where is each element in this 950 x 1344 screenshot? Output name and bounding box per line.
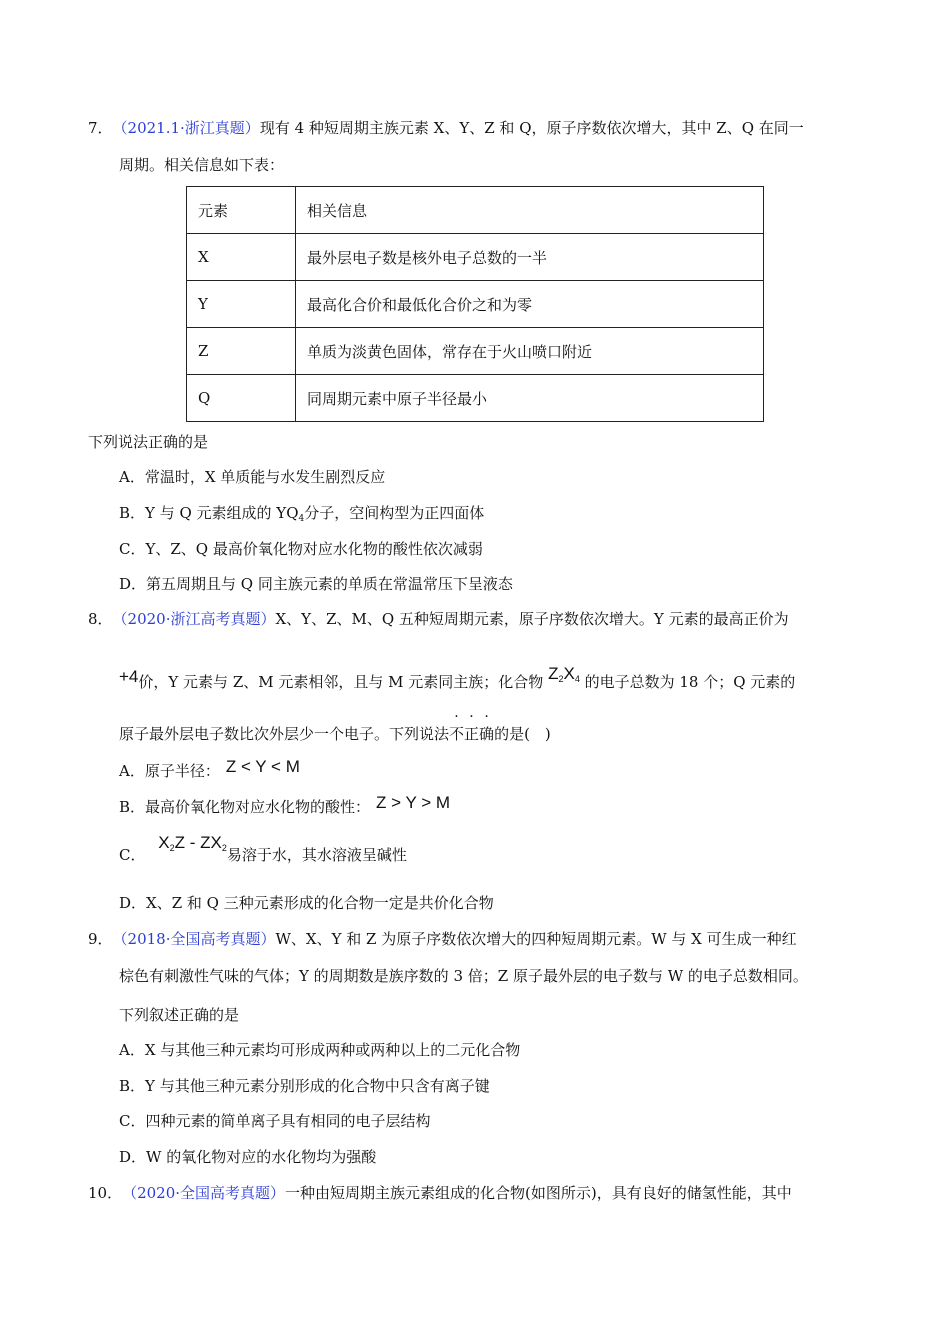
q7-option-d[interactable]: D．第五周期且与 Q 同主族元素的单质在常温常压下呈液态 bbox=[119, 575, 513, 593]
q8-stem-line1 bbox=[88, 609, 789, 629]
q8-stem-text2b: 的电子总数为 18 个；Q 元素的 bbox=[584, 673, 796, 691]
q9-option-c[interactable]: C．四种元素的简单离子具有相同的电子层结构 bbox=[119, 1112, 431, 1130]
table-cell-element: X bbox=[187, 234, 296, 281]
q8-compound-z2x4 bbox=[548, 664, 580, 683]
q8-source: （2020·浙江高考真题） bbox=[112, 610, 276, 628]
q8-option-b-formula: Z > Y > M bbox=[376, 793, 451, 812]
q10-stem-line1 bbox=[88, 1183, 792, 1203]
q8-stem-line3 bbox=[119, 724, 551, 744]
q7-stem-text1: 现有 4 种短周期主族元素 X、Y、Z 和 Q，原子序数依次增大，其中 Z、Q 在同一 bbox=[259, 119, 804, 137]
q8-c-f2sub: 2 bbox=[221, 843, 227, 853]
q8-emph-correct1: 正 bbox=[464, 725, 480, 743]
table-row bbox=[187, 281, 764, 328]
q7-ask: 下列说法正确的是 bbox=[88, 433, 209, 451]
q9-source: （2018·全国高考真题） bbox=[112, 930, 276, 948]
table-header-element: 元素 bbox=[187, 187, 296, 234]
q7-option-b[interactable] bbox=[119, 503, 484, 529]
table-header-info: 相关信息 bbox=[296, 187, 764, 234]
q10-number: 10． bbox=[88, 1184, 123, 1202]
q8-z-sub: 2 bbox=[558, 674, 564, 684]
q7-stem-line1 bbox=[88, 118, 804, 138]
q8-x-sub: 4 bbox=[574, 674, 580, 684]
q8-c-f2: Z - ZX bbox=[174, 833, 222, 852]
q8-option-b-label: B．最高价氧化物对应水化物的酸性： bbox=[119, 798, 371, 816]
table-cell-info: 最外层电子数是核外电子总数的一半 bbox=[296, 234, 764, 281]
q8-x: X bbox=[563, 664, 575, 683]
table-row bbox=[187, 328, 764, 375]
q7-info-table bbox=[186, 186, 764, 422]
q9-stem-line2: 棕色有刺激性气味的气体；Y 的周期数是族序数的 3 倍；Z 原子最外层的电子数与 W 的电子总数相同。 bbox=[119, 967, 808, 985]
table-row bbox=[187, 375, 764, 422]
q8-stem-line2 bbox=[119, 664, 796, 697]
q8-z: Z bbox=[548, 664, 559, 683]
q8-option-a[interactable] bbox=[119, 757, 300, 781]
q8-emph-correct2: 确 bbox=[479, 725, 495, 743]
table-cell-element: Q bbox=[187, 375, 296, 422]
table-row bbox=[187, 234, 764, 281]
q9-stem-text1: W、X、Y 和 Z 为原子序数依次增大的四种短周期元素。W 与 X 可生成一种红 bbox=[275, 930, 797, 948]
q8-stem-text3b: 的是( ) bbox=[494, 725, 551, 743]
table-row bbox=[187, 187, 764, 234]
q8-stem-text1: X、Y、Z、M、Q 五种短周期元素，原子序数依次增大。Y 元素的最高正价为 bbox=[275, 610, 789, 628]
table-cell-info: 同周期元素中原子半径最小 bbox=[296, 375, 764, 422]
q9-number: 9． bbox=[88, 930, 113, 948]
q9-option-a[interactable]: A．X 与其他三种元素均可形成两种或两种以上的二元化合物 bbox=[119, 1041, 521, 1059]
q8-stem-text3a: 原子最外层电子数比次外层少一个电子。下列说法 bbox=[119, 725, 450, 743]
q8-stem-text2a: 价，Y 元素与 Z、M 元素相邻，且与 M 元素同主族；化合物 bbox=[138, 673, 544, 691]
q8-number: 8． bbox=[88, 610, 113, 628]
q7-stem-line2: 周期。相关信息如下表： bbox=[119, 156, 285, 174]
q7-number: 7． bbox=[88, 119, 113, 137]
q8-option-c-label: C． bbox=[119, 846, 146, 864]
q8-option-a-formula: Z < Y < M bbox=[225, 757, 300, 776]
q7-source: （2021.1·浙江真题） bbox=[112, 119, 260, 137]
q7-option-b-pre: B．Y 与 Q 元素组成的 YQ bbox=[119, 504, 299, 522]
table-cell-info: 单质为淡黄色固体，常存在于火山喷口附近 bbox=[296, 328, 764, 375]
q8-emph-not: 不 bbox=[449, 725, 465, 743]
q8-option-c[interactable] bbox=[119, 833, 407, 870]
q8-option-d[interactable]: D．X、Z 和 Q 三种元素形成的化合物一定是共价化合物 bbox=[119, 894, 494, 912]
q9-option-b[interactable]: B．Y 与其他三种元素分别形成的化合物中只含有离子键 bbox=[119, 1077, 490, 1095]
q9-stem-line1 bbox=[88, 929, 797, 949]
q10-stem-text1: 一种由短周期主族元素组成的化合物(如图所示)，具有良好的储氢性能，其中 bbox=[285, 1184, 792, 1202]
table-cell-info: 最高化合价和最低化合价之和为零 bbox=[296, 281, 764, 328]
q8-c-f1: X bbox=[158, 833, 170, 852]
q10-source: （2020·全国高考真题） bbox=[122, 1184, 286, 1202]
table-cell-element: Z bbox=[187, 328, 296, 375]
q7-option-b-sub: 4 bbox=[298, 514, 305, 524]
q7-option-c[interactable]: C．Y、Z、Q 最高价氧化物对应水化物的酸性依次减弱 bbox=[119, 540, 483, 558]
q8-option-a-label: A．原子半径： bbox=[119, 762, 220, 780]
q8-option-b[interactable] bbox=[119, 793, 451, 817]
q7-option-a[interactable]: A．常温时，X 单质能与水发生剧烈反应 bbox=[119, 468, 386, 486]
q8-plus4: +4 bbox=[119, 667, 139, 686]
table-cell-element: Y bbox=[187, 281, 296, 328]
q9-stem-line3: 下列叙述正确的是 bbox=[119, 1006, 240, 1024]
q8-c-f1sub: 2 bbox=[169, 843, 175, 853]
q8-option-c-formula bbox=[158, 833, 227, 852]
q7-option-b-post: 分子，空间构型为正四面体 bbox=[304, 504, 485, 522]
q9-option-d[interactable]: D．W 的氧化物对应的水化物均为强酸 bbox=[119, 1148, 377, 1166]
q8-option-c-text: 易溶于水，其水溶液呈碱性 bbox=[226, 846, 407, 864]
